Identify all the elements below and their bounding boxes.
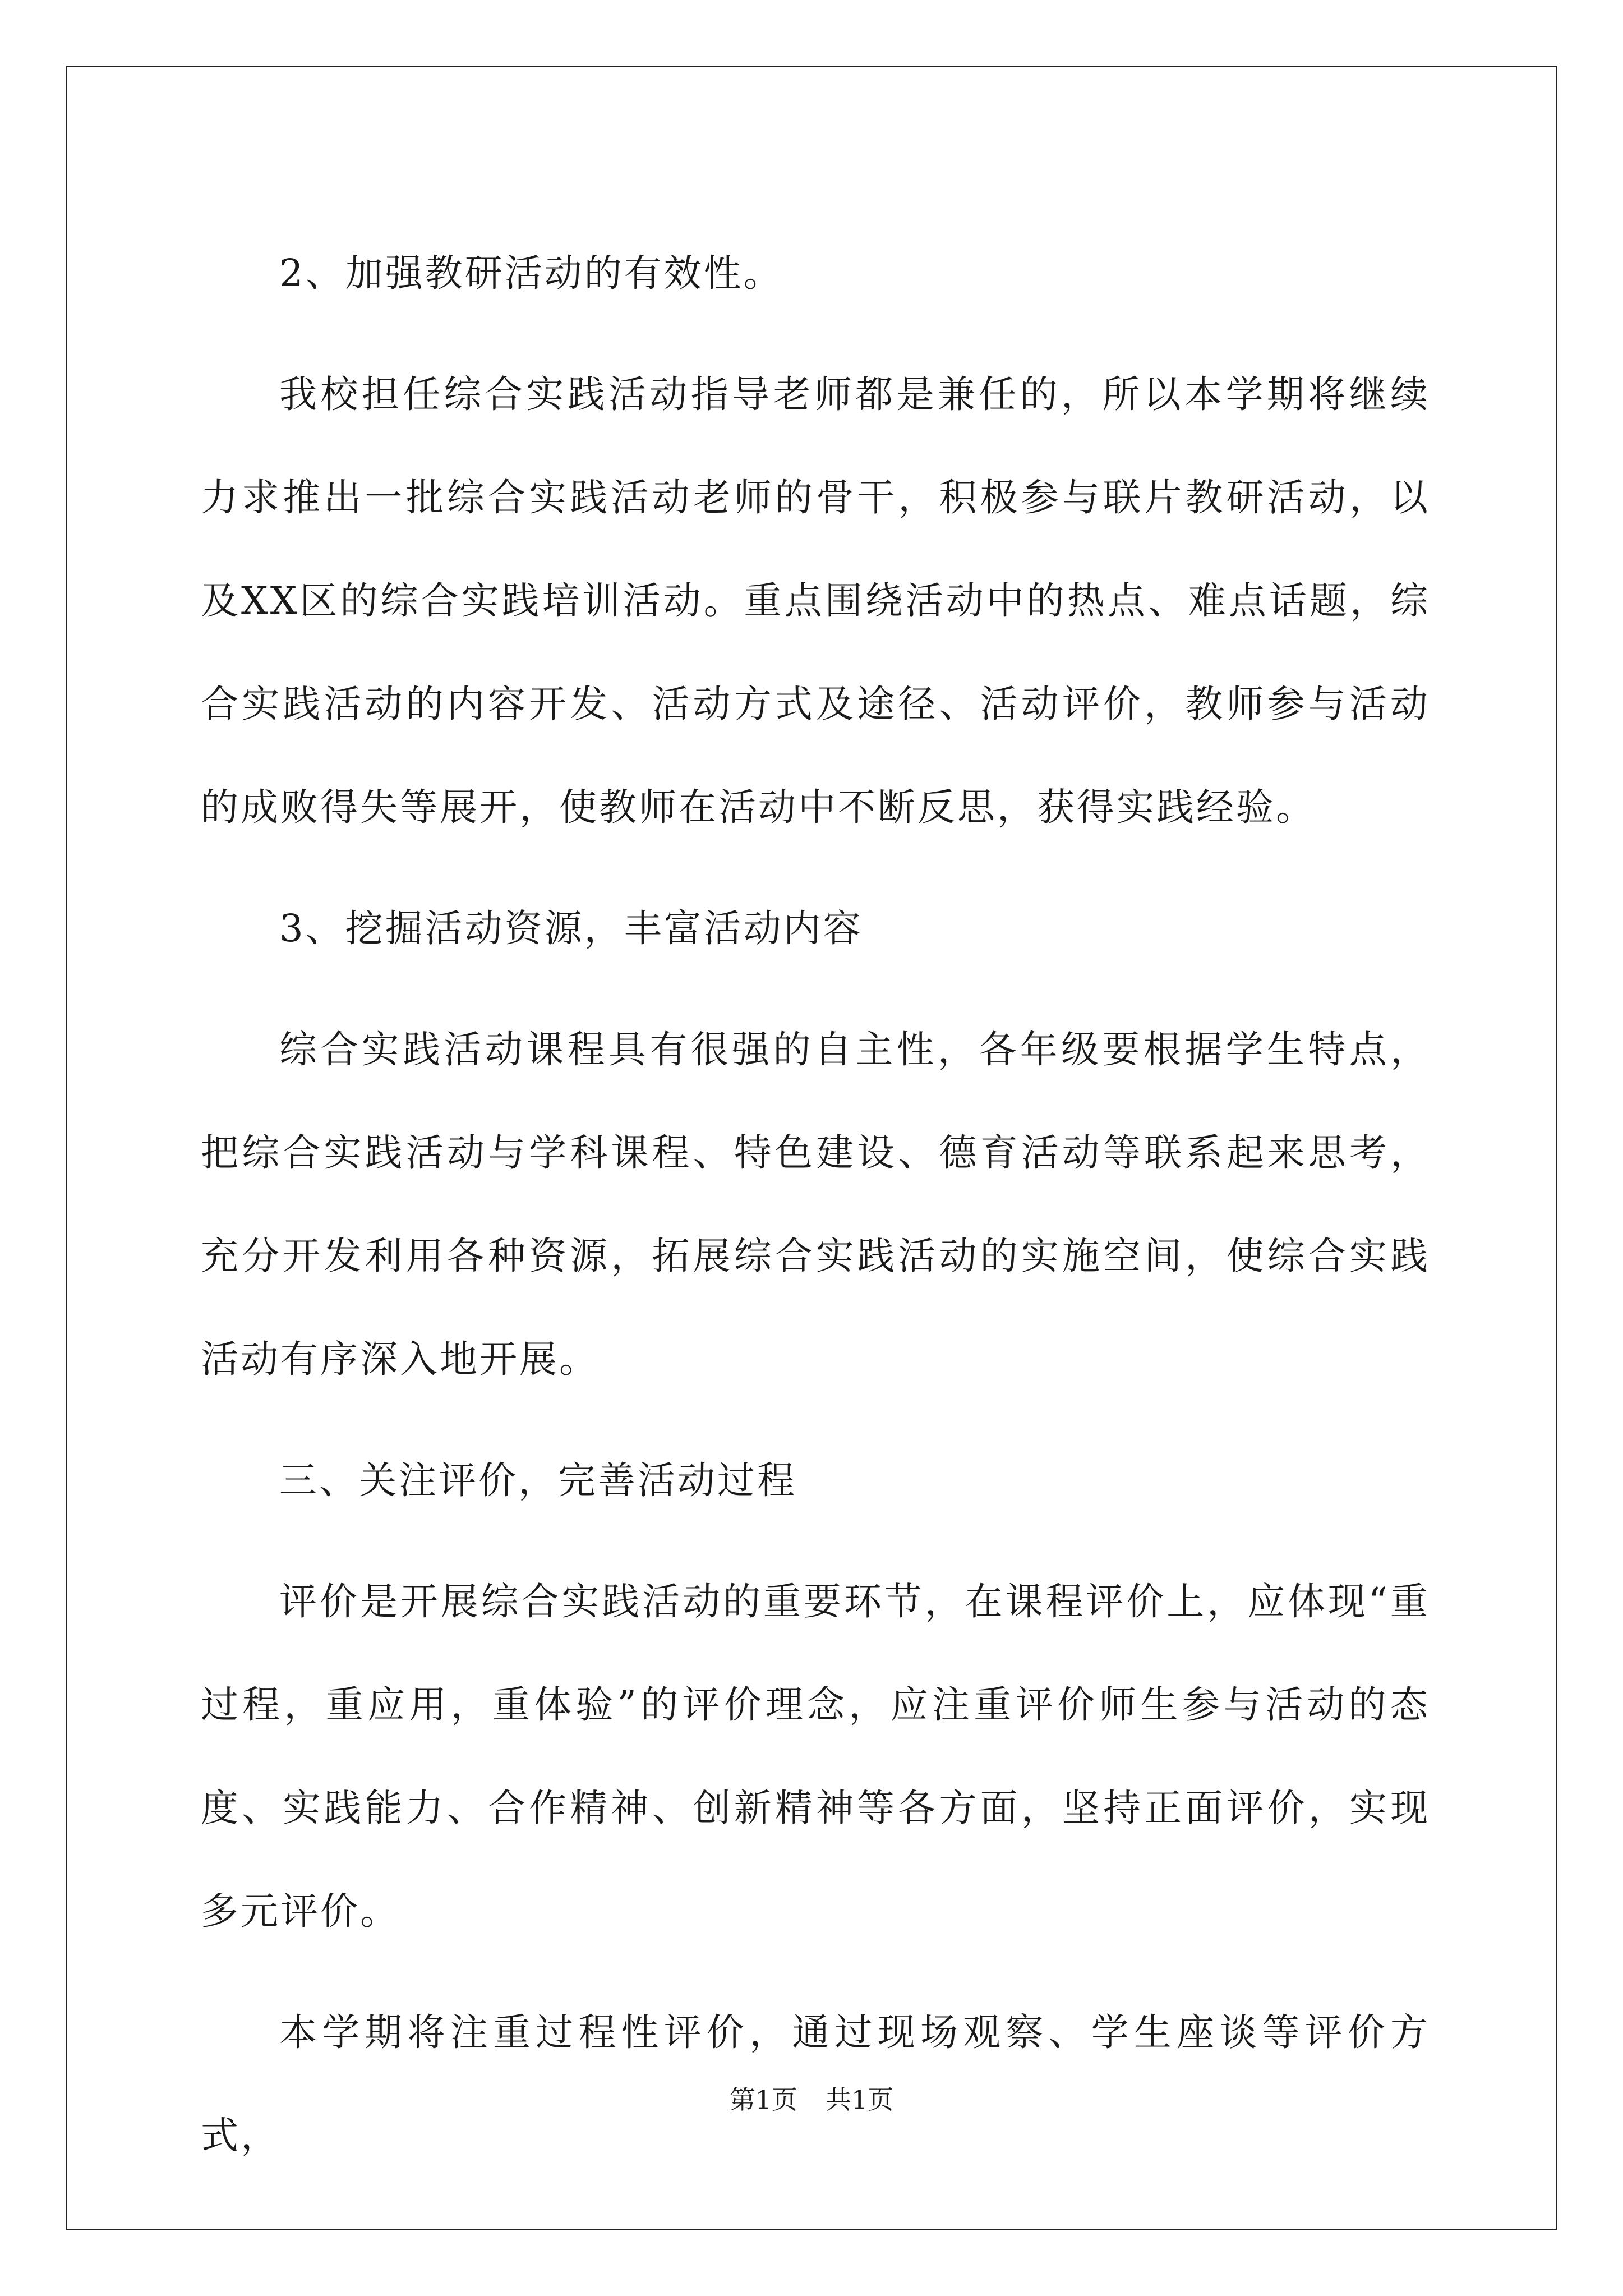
section-heading-3: 3、挖掘活动资源，丰富活动内容 <box>279 907 863 950</box>
document-body <box>201 222 1430 2187</box>
page-number: 第1页 <box>729 2085 797 2115</box>
page-total: 共1页 <box>826 2085 894 2115</box>
section-heading-three: 三、关注评价，完善活动过程 <box>279 1458 797 1502</box>
body-paragraph: 综合实践活动课程具有很强的自主性，各年级要根据学生特点，把综合实践活动与学科课程、特色建设、德育活动等联系起来思考，充分开发利用各种资源，拓展综合实践活动的实施空间，使综合实践活动有序深入地开展。 <box>201 1028 1430 1381</box>
section-heading-2: 2、加强教研活动的有效性。 <box>279 251 783 295</box>
body-paragraph: 评价是开展综合实践活动的重要环节，在课程评价上，应体现“重过程，重应用，重体验”的评价理念，应注重评价师生参与活动的态度、实践能力、合作精神、创新精神等各方面，坚持正面评价，实现多元评价。 <box>201 1580 1430 1933</box>
page-footer <box>0 2083 1623 2116</box>
body-paragraph: 本学期将注重过程性评价，通过现场观察、学生座谈等评价方式， <box>201 2010 1430 2157</box>
body-paragraph: 我校担任综合实践活动指导老师都是兼任的，所以本学期将继续力求推出一批综合实践活动老师的骨干，积极参与联片教研活动，以及XX区的综合实践培训活动。重点围绕活动中的热点、难点话题，综合实践活动的内容开发、活动方式及途径、活动评价，教师参与活动的成败得失等展开，使教师在活动中不断反思，获得实践经验。 <box>201 372 1430 829</box>
